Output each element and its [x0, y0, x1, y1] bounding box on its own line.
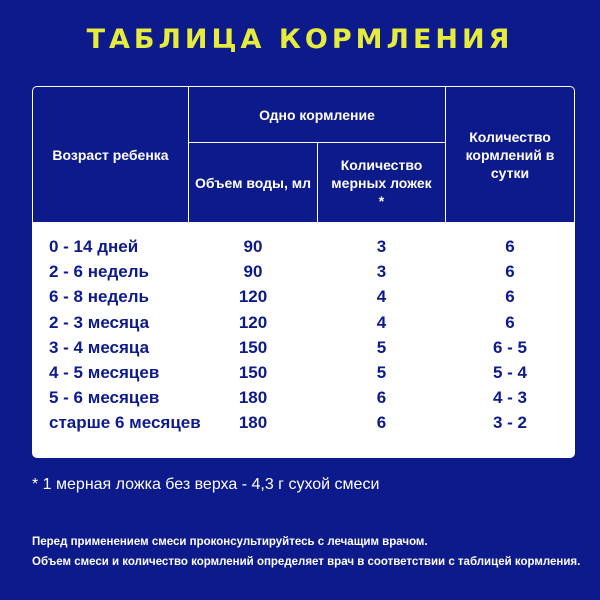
- table-row: [33, 260, 574, 285]
- doctor-notes: [32, 532, 580, 572]
- cell-feedings: 6 - 5: [492, 337, 528, 357]
- cell-water: 120: [238, 312, 268, 332]
- cell-feedings: 5 - 4: [492, 362, 528, 382]
- cell-age: 0 - 14 дней: [49, 237, 139, 256]
- cell-water: 90: [243, 262, 263, 282]
- header-water-volume: Объем воды, мл: [194, 174, 312, 191]
- cell-spoons: 5: [376, 362, 387, 382]
- cell-feedings: 6: [505, 287, 515, 307]
- cell-spoons: 4: [376, 312, 387, 332]
- table-row: [33, 386, 574, 411]
- cell-age: 3 - 4 месяца: [49, 337, 150, 357]
- cell-water: 180: [238, 388, 268, 408]
- cell-feedings: 6: [505, 237, 515, 256]
- header-age: Возраст ребенка: [52, 146, 169, 163]
- note-line: Перед применением смеси проконсультируйтесь с лечащим врачом.: [32, 536, 428, 548]
- table-header: [33, 87, 574, 222]
- table-row: [33, 285, 574, 310]
- cell-spoons: 6: [376, 388, 387, 408]
- cell-age: 5 - 6 месяцев: [49, 388, 160, 408]
- cell-feedings: 3 - 2: [492, 413, 528, 433]
- header-feedings-per-day: Количество кормлений в сутки: [465, 128, 555, 181]
- spoon-footnote: * 1 мерная ложка без верха - 4,3 г сухой смеси: [32, 476, 380, 493]
- cell-water: 180: [238, 413, 268, 433]
- page-title: ТАБЛИЦА КОРМЛЕНИЯ: [86, 24, 514, 55]
- cell-spoons: 3: [376, 237, 387, 256]
- table-row: [33, 311, 574, 336]
- cell-spoons: 6: [376, 413, 387, 433]
- cell-feedings: 6: [505, 262, 515, 282]
- table-row: [33, 235, 574, 260]
- cell-age: 6 - 8 недель: [49, 287, 149, 307]
- cell-age: 2 - 3 месяца: [49, 312, 150, 332]
- table-row: [33, 411, 574, 436]
- table-body: [33, 235, 574, 437]
- cell-water: 150: [238, 362, 268, 382]
- table-row: [33, 361, 574, 386]
- cell-age: 2 - 6 недель: [49, 262, 149, 282]
- cell-water: 120: [238, 287, 268, 307]
- feeding-table: [32, 86, 575, 458]
- cell-spoons: 4: [376, 287, 387, 307]
- cell-age: 4 - 5 месяцев: [49, 362, 160, 382]
- header-one-feeding: Одно кормление: [259, 106, 375, 123]
- cell-spoons: 3: [376, 262, 387, 282]
- cell-age: старше 6 месяцев: [49, 413, 201, 433]
- note-line: Объем смеси и количество кормлений определяет врач в соответствии с таблицей кормления.: [32, 556, 581, 568]
- cell-water: 90: [243, 237, 263, 256]
- header-spoons: Количество мерных ложек *: [331, 156, 432, 209]
- cell-feedings: 4 - 3: [492, 388, 528, 408]
- cell-spoons: 5: [376, 337, 387, 357]
- cell-water: 150: [238, 337, 268, 357]
- table-row: [33, 336, 574, 361]
- cell-feedings: 6: [505, 312, 515, 332]
